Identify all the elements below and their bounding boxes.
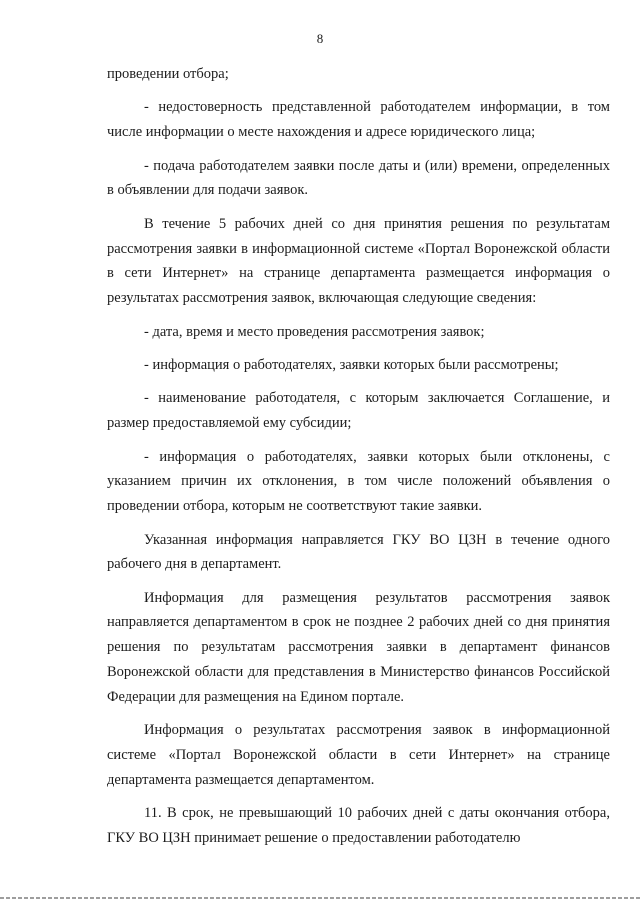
paragraph: В течение 5 рабочих дней со дня принятия решения по результатам рассмотрения заявки в информационной системе «Портал Воронежской области в сети Интернет» на странице департамента размещается информация о результатах рассмотрения заявок, включающая следующие сведения: bbox=[107, 215, 610, 307]
scan-edge-line bbox=[0, 897, 640, 899]
paragraph: - информация о работодателях, заявки которых были отклонены, с указанием причин их отклонения, в том числе положений объявления о проведении отбора, которым не соответствуют такие заявки. bbox=[107, 448, 610, 515]
paragraph: - подача работодателем заявки после даты и (или) времени, определенных в объявлении для подачи заявок. bbox=[107, 157, 610, 199]
paragraph: Информация о результатах рассмотрения заявок в информационной системе «Портал Воронежской области в сети Интернет» на странице департамента размещается департаментом. bbox=[107, 722, 610, 788]
paragraph: Информация для размещения результатов рассмотрения заявок направляется департаментом в срок не позднее 2 рабочих дней со дня принятия решения по результатам рассмотрения заявки в департамент финансов Воронежской области для представления в Министерство финансов Российской Федерации для размещения на Едином портале. bbox=[107, 589, 610, 705]
paragraph: - наименование работодателя, с которым заключается Соглашение, и размер предоставляемой ему субсидии; bbox=[107, 390, 610, 432]
paragraph: Указанная информация направляется ГКУ ВО ЦЗН в течение одного рабочего дня в департамент. bbox=[107, 531, 610, 573]
paragraph: - информация о работодателях, заявки которых были рассмотрены; bbox=[144, 356, 559, 373]
page-number: 8 bbox=[316, 31, 324, 46]
paragraph: проведении отбора; bbox=[107, 66, 229, 82]
document-body bbox=[107, 62, 610, 851]
paragraph: - недостоверность представленной работодателем информации, в том числе информации о месте нахождения и адресе юридического лица; bbox=[107, 99, 610, 141]
paragraph: - дата, время и место проведения рассмотрения заявок; bbox=[144, 323, 485, 340]
paragraph: 11. В срок, не превышающий 10 рабочих дней с даты окончания отбора, ГКУ ВО ЦЗН принимает решение о предоставлении работодателю bbox=[107, 805, 610, 847]
